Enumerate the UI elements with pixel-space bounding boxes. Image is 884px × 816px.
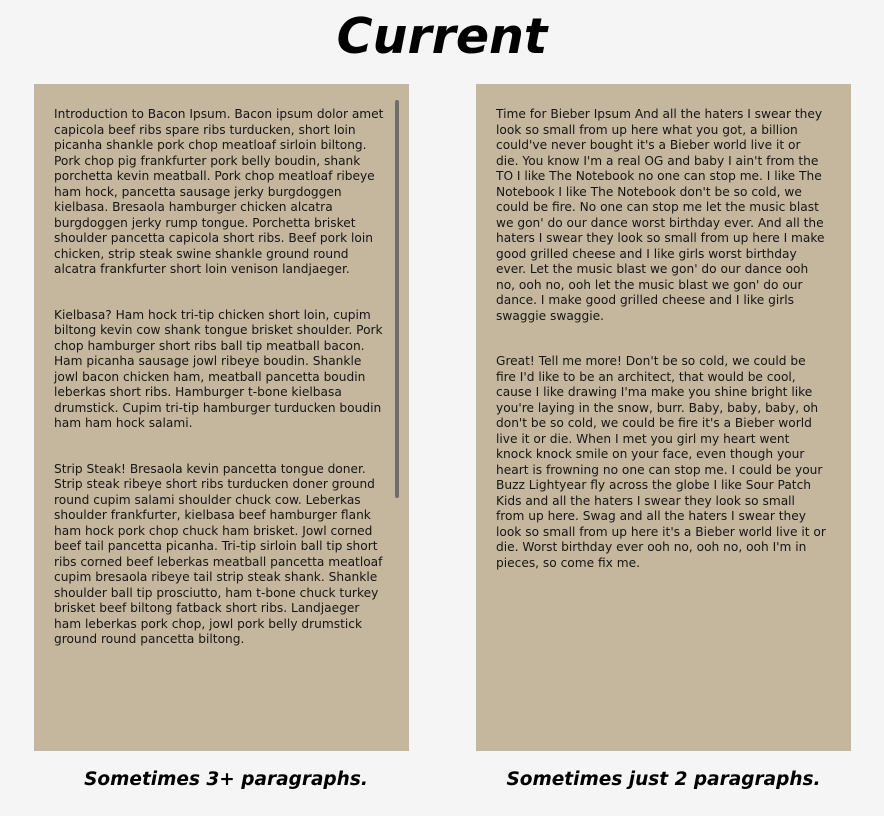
paragraph: Strip Steak! Bresaola kevin pancetta tongue doner. Strip steak ribeye short ribs turducken doner ground round cupim salami shoulder chuck cow. Leberkas shoulder frankfurter, kielbasa beef hamburger flank ham hock pork chop chuck ham brisket. Jowl corned beef tail pancetta picanha. Tri-tip sirloin ball tip short ribs corned beef leberkas meatball pancetta meatloaf cupim bresaola ribeye tail strip steak shank. Shankle shoulder ball tip prosciutto, ham t-bone chuck turkey brisket beef biltong fatback short ribs. Landjaeger ham leberkas pork chop, jowl pork belly drumstick ground round pancetta biltong. bbox=[54, 461, 383, 646]
paragraph: Kielbasa? Ham hock tri-tip chicken short loin, cupim biltong kevin cow shank tongue brisket shoulder. Pork chop hamburger short ribs ball tip meatball bacon. Ham picanha sausage jowl ribeye boudin. Shankle jowl bacon chicken ham, meatball pancetta boudin leberkas short ribs. Hamburger t-bone kielbasa drumstick. Cupim tri-tip hamburger turducken boudin ham ham hock salami. bbox=[54, 307, 383, 430]
caption-right: Sometimes just 2 paragraphs. bbox=[506, 769, 821, 790]
scrollbar-thumb[interactable] bbox=[395, 100, 399, 498]
paragraph: Time for Bieber Ipsum And all the haters I swear they look so small from up here what you got, a billion could've never bought it's a Bieber world live it or die. You know I'm a real OG and baby I ain't from the TO I like The Notebook no one can stop me. I like The Notebook I like The Notebook don't be so cold, we could be fire. No one can stop me let the music blast we gon' do our dance worst birthday ever. And all the haters I swear they look so small from up here I make good grilled cheese and I like girls worst birthday ever. Let the music blast we gon' do our dance ooh no, ooh no, ooh let the music blast we gon' do our dance. I make good grilled cheese and I like girls swaggie swaggie. bbox=[496, 107, 825, 323]
paragraph: Introduction to Bacon Ipsum. Bacon ipsum dolor amet capicola beef ribs spare ribs turducken, short loin picanha shankle pork chop meatloaf sirloin biltong. Pork chop pig frankfurter pork belly boudin, shank porchetta kevin meatball. Pork chop meatloaf ribeye ham hock, pancetta sausage jerky burgdoggen kielbasa. Bresaola hamburger chicken alcatra burgdoggen jerky rump tongue. Porchetta brisket shoulder pancetta capicola short ribs. Beef pork loin chicken, strip steak swine shankle ground round alcatra frankfurter short loin venison landjaeger. bbox=[54, 107, 384, 276]
caption-left: Sometimes 3+ paragraphs. bbox=[84, 769, 368, 790]
paragraph: Great! Tell me more! Don't be so cold, we could be fire I'd like to be an architect, that would be cool, cause I like drawing I'ma make you shine bright like you're laying in the snow, burr. Baby, baby, baby, oh don't be so cold, we could be fire it's a Bieber world live it or die. When I met you girl my heart went knock knock smile on your face, even though your heart is frowning no one can stop me. I could be your Buzz Lightyear fly across the globe I like Sour Patch Kids and all the haters I swear they look so small from up here. Swag and all the haters I swear they look so small from up here it's a Bieber world live it or die. Worst birthday ever ooh no, ooh no, ooh I'm in pieces, so come fix me. bbox=[496, 354, 826, 570]
text-panel-right bbox=[476, 84, 851, 751]
scroll-panel-left[interactable] bbox=[34, 84, 409, 751]
panel-content bbox=[54, 107, 384, 678]
page-title: Current bbox=[336, 8, 548, 65]
panel-content bbox=[496, 107, 826, 601]
